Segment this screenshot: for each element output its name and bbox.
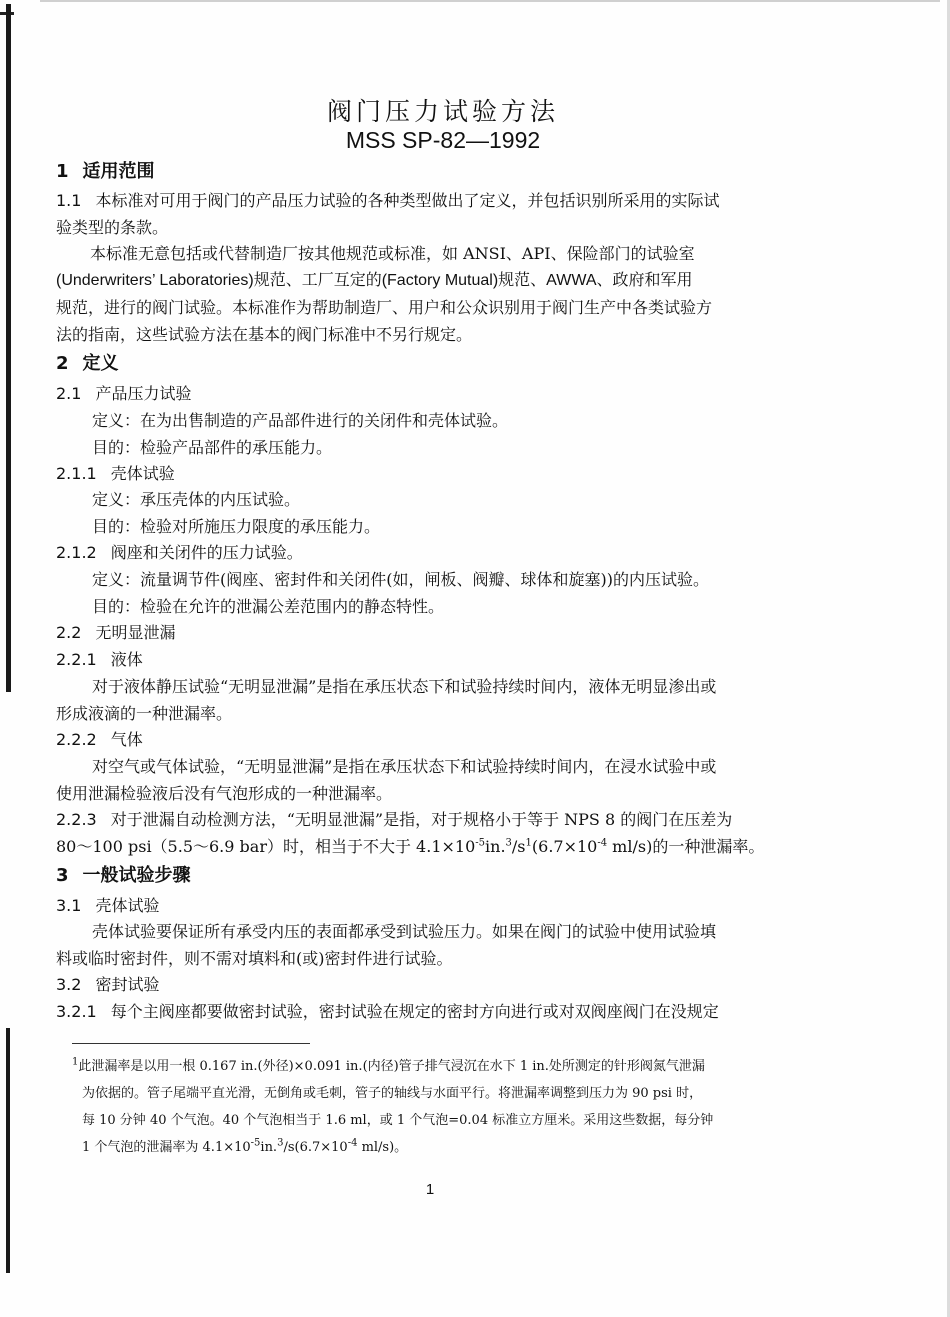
scan-edge-top xyxy=(40,0,940,2)
footnote-line: 1 个气泡的泄漏率为 $4.1\times 10^{-5}in.^3/s(6.7\times 10^{-4}$ ml/s)。 xyxy=(82,1137,408,1155)
paragraph-line: 对于液体静压试验“无明显泄漏”是指在承压状态下和试验持续时间内，液体无明显渗出或 xyxy=(92,677,717,696)
section-2-2-heading: 2.2 无明显泄漏 xyxy=(56,623,176,642)
definition-line: 定义：承压壳体的内压试验。 xyxy=(92,490,301,509)
paragraph-line: 料或临时密封件，则不需对填料和(或)密封件进行试验。 xyxy=(56,949,453,968)
definition-line: 定义：在为出售制造的产品部件进行的关闭件和壳体试验。 xyxy=(92,411,509,430)
section-1-1-line-2: 验类型的条款。 xyxy=(56,218,169,237)
paragraph-line: 对空气或气体试验，“无明显泄漏”是指在承压状态下和试验持续时间内，在浸水试验中或 xyxy=(92,757,717,776)
paragraph-line: (Underwriters’ Laboratories)规范、工厂互定的(Factory Mutual)规范、AWWA、政府和军用 xyxy=(56,272,693,289)
definition-line: 定义：流量调节件(阀座、密封件和关闭件(如，闸板、阀瓣、球体和旋塞))的内压试验。 xyxy=(92,570,709,589)
section-1-1-line-1: 1.1 本标准对可用于阀门的产品压力试验的各种类型做出了定义，并包括识别所采用的实际试 xyxy=(56,191,720,210)
section-3-1-heading: 3.1 壳体试验 xyxy=(56,896,160,915)
purpose-line: 目的：检验在允许的泄漏公差范围内的静态特性。 xyxy=(92,597,445,616)
footnote-reference: 1 xyxy=(525,837,532,849)
section-2-1-2-heading: 2.1.2 阀座和关闭件的压力试验。 xyxy=(56,543,303,562)
section-2-2-2-heading: 2.2.2 气体 xyxy=(56,730,143,749)
footnote-line: 每 10 分钟 40 个气泡。40 个气泡相当于 1.6 ml，或 1 个气泡=0.04 标准立方厘米。采用这些数据，每分钟 xyxy=(82,1113,714,1128)
section-2-heading: 2 定义 xyxy=(56,353,119,374)
section-2-1-heading: 2.1 产品压力试验 xyxy=(56,384,192,403)
section-3-2-heading: 3.2 密封试验 xyxy=(56,975,160,994)
purpose-line: 目的：检验产品部件的承压能力。 xyxy=(92,438,333,457)
purpose-line: 目的：检验对所施压力限度的承压能力。 xyxy=(92,517,381,536)
section-2-2-3-line-1: 2.2.3 对于泄漏自动检测方法，“无明显泄漏”是指，对于规格小于等于 NPS 8 的阀门在压差为 xyxy=(56,810,733,829)
section-3-heading: 3 一般试验步骤 xyxy=(56,865,191,886)
page-title: 阀门压力试验方法 xyxy=(326,97,559,126)
paragraph-line: 本标准无意包括或代替制造厂按其他规范或标准，如 ANSI、API、保险部门的试验室 xyxy=(90,244,695,263)
footnote-rule xyxy=(72,1043,310,1044)
paragraph-line: 形成液滴的一种泄漏率。 xyxy=(56,704,233,723)
footnote-mark: 1 xyxy=(72,1056,79,1068)
paragraph-line: 使用泄漏检验液后没有气泡形成的一种泄漏率。 xyxy=(56,784,393,803)
section-2-2-3-line-2: 80～100 psi（5.5～6.9 bar）时，相当于不大于 $4.1\times 10^{-5}in.^3/s^1(6.7\times 10^{-4}$ ml/s)的一种泄漏率。 xyxy=(56,837,765,856)
paragraph-line: 规范，进行的阀门试验。本标准作为帮助制造厂、用户和公众识别用于阀门生产中各类试验方 xyxy=(56,298,713,317)
section-1-heading: 1 适用范围 xyxy=(56,161,155,182)
section-3-2-1-line-1: 3.2.1 每个主阀座都要做密封试验，密封试验在规定的密封方向进行或对双阀座阀门在没规定 xyxy=(56,1002,719,1021)
footnote-line: 为依据的。管子尾端平直光滑，无倒角或毛刺，管子的轴线与水面平行。将泄漏率调整到压力为 90 psi 时， xyxy=(82,1086,703,1101)
page-number: 1 xyxy=(425,1181,435,1198)
footnote-line: $^1$此泄漏率是以用一根 0.167 in.(外径)×0.091 in.(内径)管子排气浸沉在水下 1 in.处所测定的针形阀氮气泄漏 xyxy=(72,1056,705,1074)
paragraph-line: 壳体试验要保证所有承受内压的表面都承受到试验压力。如果在阀门的试验中使用试验填 xyxy=(92,922,717,941)
scan-binding-edge-lower xyxy=(6,1028,10,1273)
section-2-2-1-heading: 2.2.1 液体 xyxy=(56,650,143,669)
section-2-1-1-heading: 2.1.1 壳体试验 xyxy=(56,464,175,483)
paragraph-line: 法的指南，这些试验方法在基本的阀门标准中不另行规定。 xyxy=(56,325,473,344)
standard-number: MSS SP-82—1992 xyxy=(345,127,541,153)
